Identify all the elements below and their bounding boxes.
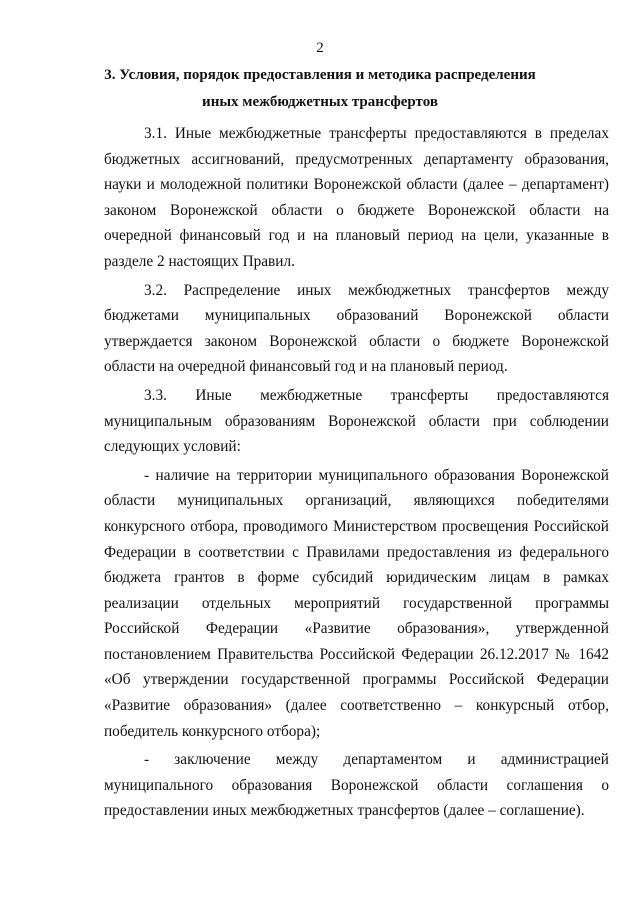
section-heading-line-1: 3. Условия, порядок предоставления и методика распределения xyxy=(104,67,536,83)
paragraph-3-1: 3.1. Иные межбюджетные трансферты предоставляются в пределах бюджетных ассигнований, предусмотренных департаменту образования, науки и молодежной политики Воронежской области (далее – департамент) законом Воронежской области о бюджете Воронежской области на очередной финансовый год и на плановый период на цели, указанные в разделе 2 настоящих Правил. xyxy=(104,125,609,270)
section-heading-line-2: иных межбюджетных трансфертов xyxy=(202,94,438,110)
paragraph-3-2: 3.2. Распределение иных межбюджетных трансфертов между бюджетами муниципальных образований Воронежской области утверждается законом Воронежской области о бюджете Воронежской области на очередной финансовый год и на плановый период. xyxy=(104,281,609,376)
document-body xyxy=(104,121,609,827)
condition-item-2: - заключение между департаментом и администрацией муниципального образования Воронежской области соглашения о предоставлении иных межбюджетных трансфертов (далее – соглашение). xyxy=(104,751,609,820)
condition-item-1: - наличие на территории муниципального образования Воронежской области муниципальных организаций, являющихся победителями конкурсного отбора, проводимого Министерством просвещения Российской Федерации в соответствии с Правилами предоставления из федерального бюджета грантов в форме субсидий юридическим лицам в рамках реализации отдельных мероприятий государственной программы Российской Федерации «Развитие образования», утвержденной постановлением Правительства Российской Федерации 26.12.2017 № 1642 «Об утверждении государственной программы Российской Федерации «Развитие образования» (далее соответственно – конкурсный отбор, победитель конкурсного отбора); xyxy=(104,466,609,740)
page-number: 2 xyxy=(316,40,324,56)
section-heading xyxy=(60,62,580,116)
paragraph-3-3: 3.3. Иные межбюджетные трансферты предоставляются муниципальным образованиям Воронежской области при соблюдении следующих условий: xyxy=(104,386,609,456)
